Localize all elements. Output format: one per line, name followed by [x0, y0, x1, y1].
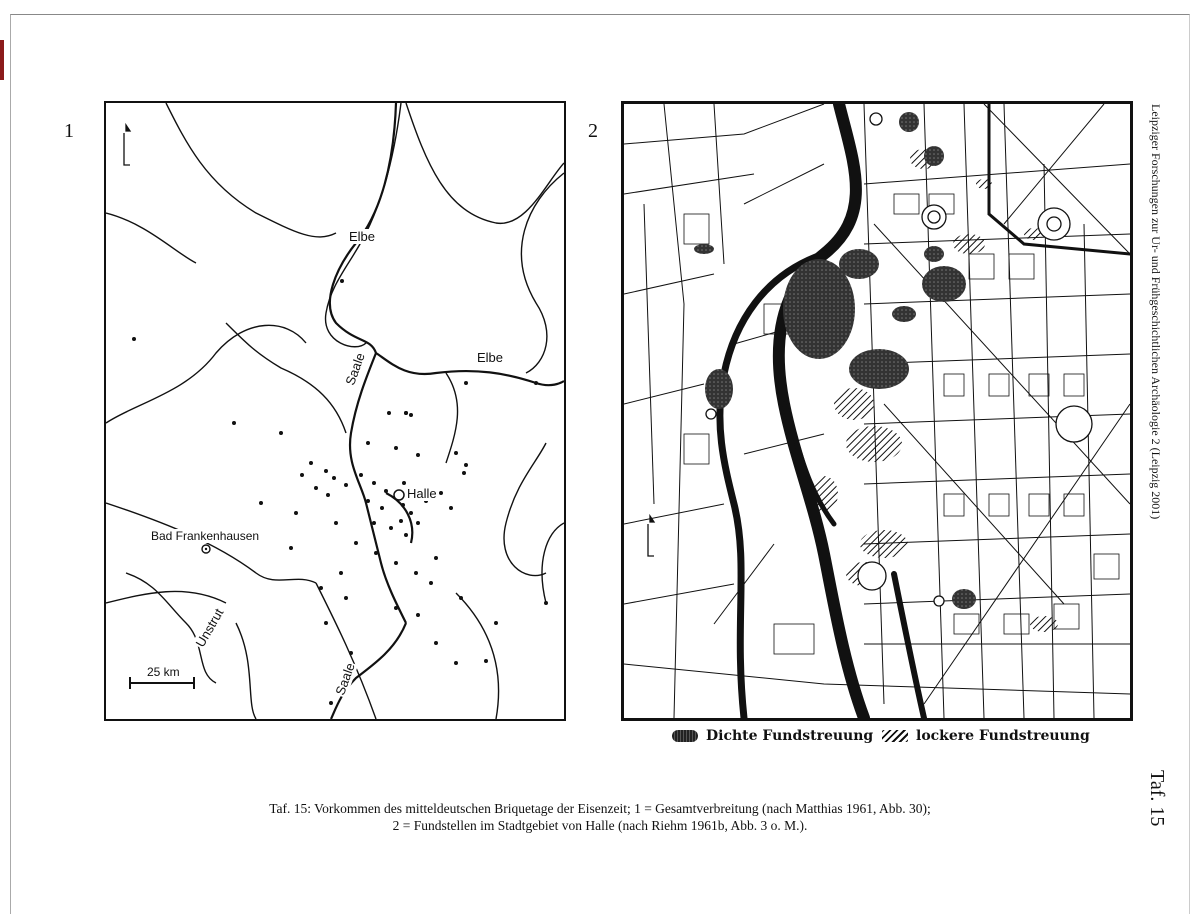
panel-2-number: 2: [588, 120, 598, 142]
plate-number: Taf. 15: [1146, 770, 1168, 827]
caption-line-2: 2 = Fundstellen im Stadtgebiet von Halle (nach Riehm 1961b, Abb. 3 o. M.).: [392, 818, 808, 833]
legend-dense-swatch: [672, 730, 698, 742]
label-saale-2: Saale: [332, 660, 358, 698]
label-unstrut: Unstrut: [192, 605, 227, 650]
halle-marker: [394, 490, 404, 500]
figure-caption: [150, 800, 1050, 834]
north-arrow-icon: [124, 125, 130, 165]
legend-sparse-swatch: [882, 730, 908, 742]
label-halle: Halle: [407, 486, 437, 501]
caption-line-1: Taf. 15: Vorkommen des mitteldeutschen Briquetage der Eisenzeit; 1 = Gesamtverbreitung (nach Matthias 1961, Abb. 30);: [269, 801, 931, 816]
legend-sparse: [882, 728, 1090, 744]
running-header: Leipziger Forschungen zur Ur- und Frühgeschichtlichen Archäologie 2 (Leipzig 2001): [1149, 104, 1163, 520]
legend-dense-label: Dichte Fundstreuung: [706, 728, 874, 744]
legend-sparse-label: lockere Fundstreuung: [916, 728, 1090, 744]
label-bad-frankenhausen: Bad Frankenhausen: [151, 529, 260, 543]
north-arrow-icon-2: [648, 516, 654, 556]
city-map-halle: [621, 101, 1133, 721]
label-elbe-2: Elbe: [477, 350, 504, 365]
city-map-drawing: [624, 104, 1130, 718]
label-saale-1: Saale: [342, 350, 368, 388]
distribution-map-drawing: [106, 103, 564, 719]
window-edge-mark: [0, 40, 4, 80]
legend-dense: [672, 728, 873, 744]
scale-label: 25 km: [147, 665, 180, 679]
label-elbe-1: Elbe: [349, 229, 376, 244]
panel-1-number: 1: [64, 120, 74, 142]
distribution-map: [104, 101, 566, 721]
